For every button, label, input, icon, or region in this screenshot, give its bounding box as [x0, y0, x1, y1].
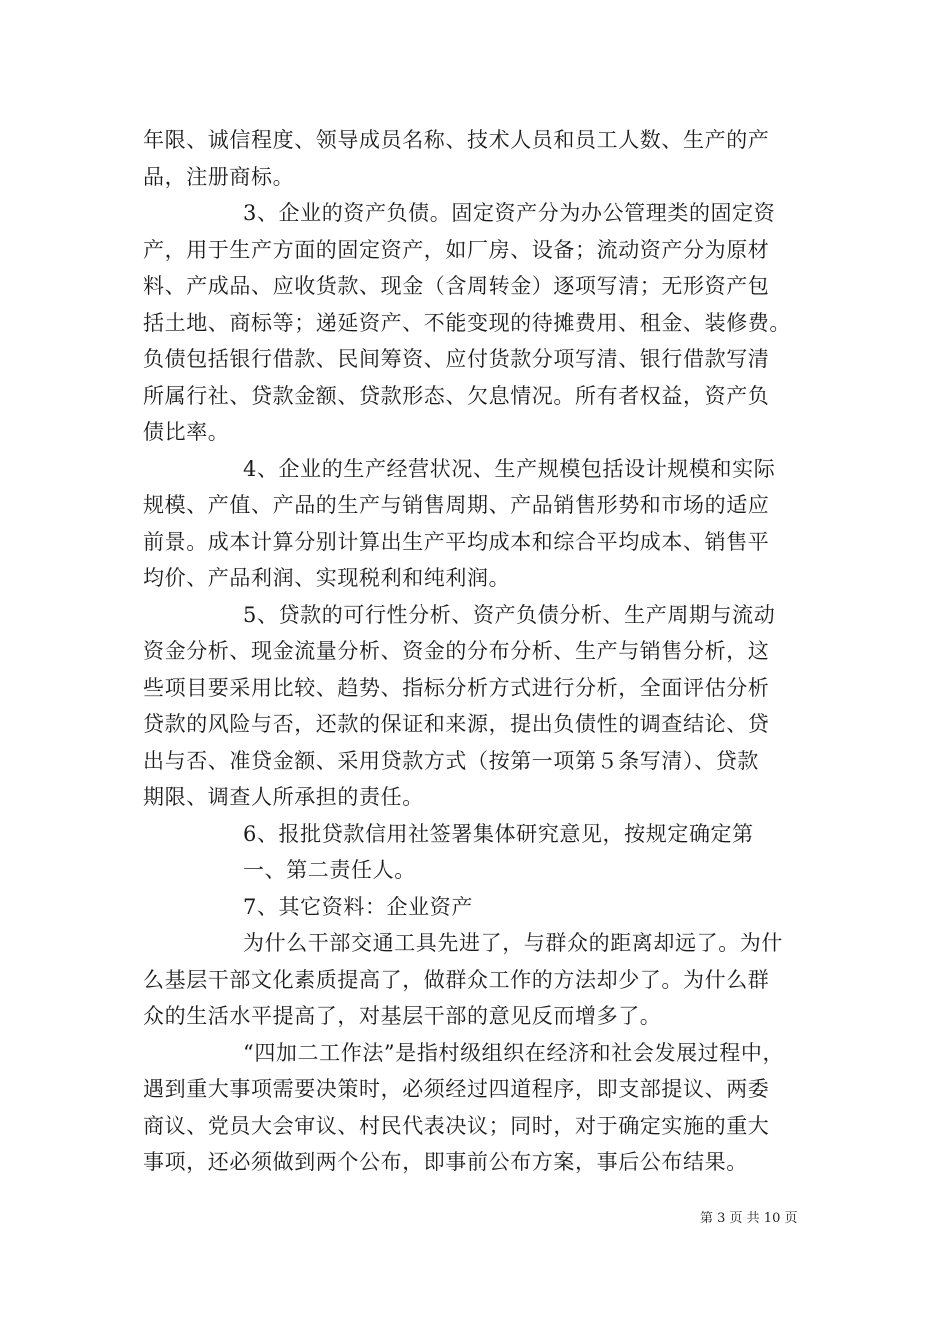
text-line: 7、其它资料：企业资产 — [243, 894, 473, 919]
text-line: 品，注册商标。 — [143, 164, 295, 189]
text-line: 债比率。 — [143, 420, 230, 444]
text-line: 均价、产品利润、实现税利和纯利润。 — [143, 566, 511, 590]
page-footer: 第 3 页 共 10 页 — [700, 1211, 798, 1226]
text-line: 前景。成本计算分别计算出生产平均成本和综合平均成本、销售平 — [143, 529, 770, 554]
text-line: 括土地、商标等；递延资产、不能变现的待摊费用、租金、装修费。 — [143, 310, 791, 335]
text-line: 6、报批贷款信用社签署集体研究意见，按规定确定第 — [243, 821, 754, 846]
text-line: 商议、党员大会审议、村民代表决议；同时，对于确定实施的重大 — [143, 1113, 770, 1138]
text-line: 为什么干部交通工具先进了，与群众的距离却远了。为什 — [243, 931, 783, 955]
text-line: 3、企业的资产负债。固定资产分为办公管理类的固定资 — [243, 201, 776, 225]
text-line: 出与否、准贷金额、采用贷款方式（按第一项第５条写清）、贷款 — [143, 748, 759, 773]
text-line: “四加二工作法”是指村级组织在经济和社会发展过程中， — [243, 1040, 785, 1065]
text-line: 众的生活水平提高了，对基层干部的意见反而增多了。 — [143, 1004, 662, 1028]
text-line: 料、产成品、应收货款、现金（含周转金）逐项写清；无形资产包 — [143, 274, 770, 298]
text-line: 规模、产值、产品的生产与销售周期、产品销售形势和市场的适应 — [143, 493, 770, 517]
text-line: 5、贷款的可行性分析、资产负债分析、生产周期与流动 — [243, 602, 776, 627]
text-line: 产，用于生产方面的固定资产，如厂房、设备；流动资产分为原材 — [143, 237, 770, 262]
text-line: 事项，还必须做到两个公布，即事前公布方案，事后公布结果。 — [143, 1150, 748, 1174]
text-line: 些项目要采用比较、趋势、指标分析方式进行分析，全面评估分析 — [143, 675, 770, 700]
text-line: 负债包括银行借款、民间筹资、应付货款分项写清、银行借款写清 — [143, 347, 770, 371]
text-line: 遇到重大事项需要决策时，必须经过四道程序，即支部提议、两委 — [143, 1077, 770, 1101]
text-line: 所属行社、贷款金额、贷款形态、欠息情况。所有者权益，资产负 — [143, 383, 770, 408]
text-line: 期限、调查人所承担的责任。 — [143, 785, 424, 809]
text-line: 4、企业的生产经营状况、生产规模包括设计规模和实际 — [243, 456, 776, 481]
text-line: 么基层干部文化素质提高了，做群众工作的方法却少了。为什么群 — [143, 967, 770, 992]
text-line: 贷款的风险与否，还款的保证和来源，提出负债性的调查结论、贷 — [143, 712, 770, 736]
text-line: 年限、诚信程度、领导成员名称、技术人员和员工人数、生产的产 — [143, 128, 770, 152]
text-line: 资金分析、现金流量分析、资金的分布分析、生产与销售分析，这 — [143, 639, 770, 663]
body-text — [143, 122, 813, 1181]
text-line: 一、第二责任人。 — [243, 858, 416, 882]
